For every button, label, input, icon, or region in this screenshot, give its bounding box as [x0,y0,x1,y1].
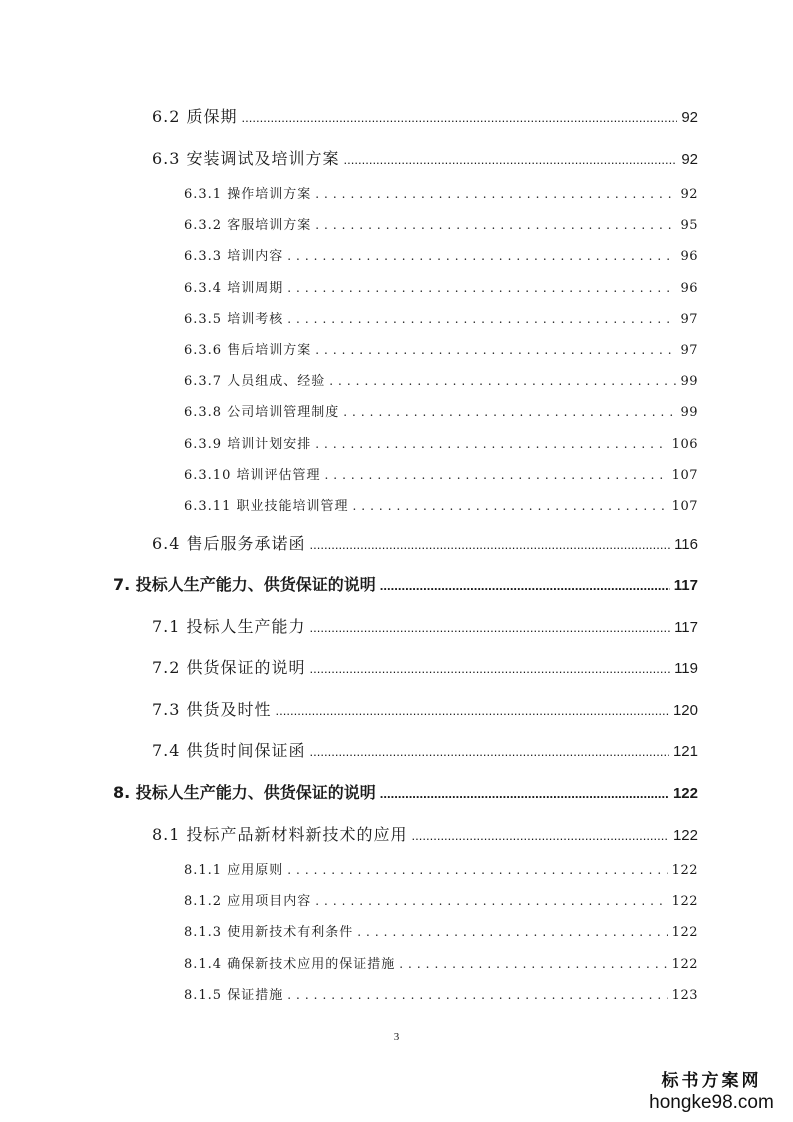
toc-entry-page: 120 [672,702,698,719]
toc-leader-dots [287,988,667,1002]
toc-entry-label: 8. 投标人生产能力、供货保证的说明 [113,783,376,802]
toc-entry[interactable] [184,277,698,299]
toc-entry[interactable] [184,245,698,267]
toc-entry-page: 107 [671,468,698,483]
toc-leader-dots [315,343,676,357]
toc-entry[interactable] [184,370,698,392]
toc-entry-label: 6.3.3 培训内容 [184,249,284,264]
toc-leader-dots [287,281,676,295]
toc-entry[interactable] [152,614,698,640]
toc-leader-dots [310,661,671,676]
toc-entry-label: 7.1 投标人生产能力 [152,617,306,636]
toc-entry[interactable] [184,495,698,517]
toc-entry-label: 8.1 投标产品新材料新技术的应用 [152,825,408,844]
toc-entry-label: 8.1.2 应用项目内容 [184,894,312,909]
toc-leader-dots [315,218,676,232]
toc-entry[interactable] [152,531,698,557]
toc-entry-page: 122 [671,957,698,972]
toc-entry-label: 7. 投标人生产能力、供货保证的说明 [113,575,376,594]
toc-leader-dots [412,828,669,843]
toc-entry-page: 106 [671,437,698,452]
toc-entry-page: 122 [672,785,698,802]
toc-leader-dots [287,312,676,326]
toc-leader-dots [276,703,669,718]
toc-leader-dots [315,187,676,201]
toc-chapter-entry[interactable] [113,780,698,806]
toc-entry[interactable] [184,890,698,912]
toc-entry-label: 6.3.4 培训周期 [184,281,284,296]
toc-leader-dots [315,437,667,451]
watermark [644,1070,779,1114]
toc-entry-page: 122 [671,894,698,909]
toc-entry[interactable] [152,738,698,764]
page-number: 3 [393,1031,400,1043]
toc-entry[interactable] [184,183,698,205]
toc-chapter-entry[interactable] [113,572,698,598]
toc-entry[interactable] [184,401,698,423]
toc-entry[interactable] [184,953,698,975]
toc-entry-label: 6.3.1 操作培训方案 [184,187,312,202]
toc-entry-page: 99 [680,405,698,420]
toc-entry-label: 8.1.5 保证措施 [184,988,284,1003]
toc-entry-page: 117 [673,577,698,594]
toc-entry-label: 6.3.2 客服培训方案 [184,218,312,233]
toc-leader-dots [310,537,671,552]
toc-entry-page: 92 [681,109,698,126]
toc-leader-dots [343,405,676,419]
toc-entry[interactable] [184,921,698,943]
toc-entry-label: 8.1.1 应用原则 [184,863,284,878]
toc-entry[interactable] [184,464,698,486]
toc-entry-label: 6.3.11 职业技能培训管理 [184,499,349,514]
toc-entry-page: 92 [680,187,698,202]
toc-leader-dots [310,620,671,635]
toc-entry-page: 107 [671,499,698,514]
toc-entry-page: 99 [680,374,698,389]
toc-entry[interactable] [152,655,698,681]
toc-entry-label: 6.3.5 培训考核 [184,312,284,327]
toc-leader-dots [324,468,667,482]
toc-leader-dots [380,578,670,593]
toc-entry[interactable] [184,308,698,330]
toc-leader-dots [344,152,678,167]
toc-entry-label: 6.3 安装调试及培训方案 [152,149,340,168]
toc-entry-label: 6.3.10 培训评估管理 [184,468,321,483]
watermark-title: 标书方案网 [661,1071,762,1091]
toc-entry-page: 117 [674,619,698,636]
toc-entry-page: 116 [674,536,698,553]
toc-entry[interactable] [152,822,698,848]
toc-entry[interactable] [152,697,698,723]
toc-entry-label: 7.4 供货时间保证函 [152,741,306,760]
toc-entry[interactable] [184,984,698,1006]
toc-entry[interactable] [152,104,698,130]
toc-entry-page: 92 [681,151,698,168]
toc-entry-label: 7.3 供货及时性 [152,700,272,719]
toc-entry-label: 7.2 供货保证的说明 [152,658,306,677]
toc-entry-label: 8.1.4 确保新技术应用的保证措施 [184,957,396,972]
toc-entry-page: 122 [672,827,698,844]
toc-entry-label: 6.3.9 培训计划安排 [184,437,312,452]
toc-entry[interactable] [184,433,698,455]
toc-entry-page: 123 [671,988,698,1003]
toc-entry-page: 121 [672,743,698,760]
toc-entry-label: 6.3.8 公司培训管理制度 [184,405,340,420]
toc-entry-label: 6.4 售后服务承诺函 [152,534,306,553]
toc-leader-dots [287,249,676,263]
toc-entry[interactable] [152,146,698,172]
toc-entry-page: 122 [671,863,698,878]
toc-entry-page: 119 [674,660,698,677]
toc-entry-label: 6.3.7 人员组成、经验 [184,374,326,389]
watermark-url: hongke98.com [649,1092,774,1113]
toc-entry[interactable] [184,339,698,361]
toc-entry-page: 96 [680,249,698,264]
toc-leader-dots [352,499,667,513]
toc-leader-dots [380,786,669,801]
toc-leader-dots [287,863,667,877]
toc-entry-page: 97 [680,343,698,358]
toc-leader-dots [357,925,667,939]
toc-entry-page: 97 [680,312,698,327]
toc-leader-dots [315,894,667,908]
toc-leader-dots [310,744,669,759]
toc-entry-page: 122 [671,925,698,940]
toc-entry[interactable] [184,859,698,881]
toc-entry-page: 95 [680,218,698,233]
toc-leader-dots [399,957,667,971]
toc-entry-label: 6.3.6 售后培训方案 [184,343,312,358]
toc-entry-label: 6.2 质保期 [152,107,238,126]
toc-entry[interactable] [184,214,698,236]
toc-entry-page: 96 [680,281,698,296]
toc-leader-dots [242,110,678,125]
toc-entry-label: 8.1.3 使用新技术有利条件 [184,925,354,940]
toc-leader-dots [329,374,676,388]
